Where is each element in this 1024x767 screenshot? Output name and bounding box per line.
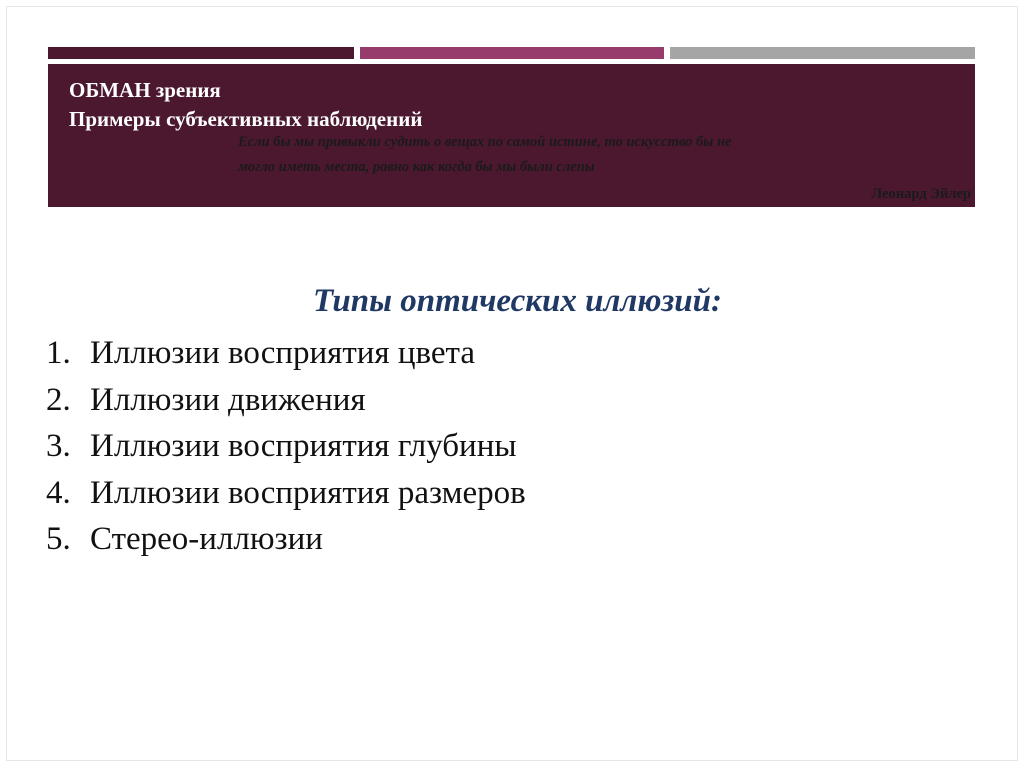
list-item-number: 4.: [46, 474, 71, 511]
epigraph-line: могло иметь места, равно как когда бы мы были слепы: [238, 159, 595, 175]
list-item: [46, 377, 526, 424]
list-item-number: 2.: [46, 381, 71, 418]
list-item: [46, 423, 526, 470]
epigraph-author: Леонард Эйлер: [871, 186, 971, 202]
illusion-types-list: [46, 330, 526, 563]
list-item-number: 3.: [46, 428, 71, 464]
slide-title: ОБМАН зрения: [69, 78, 221, 102]
list-item-number: 1.: [46, 335, 71, 371]
epigraph-quote: [238, 130, 973, 180]
epigraph-line: Если бы мы привыкли судить о вещах по самой истине, то искусство бы не: [238, 134, 732, 150]
list-item-text: Иллюзии восприятия размеров: [90, 474, 526, 511]
slide-subtitle: Примеры субъективных наблюдений: [69, 107, 423, 131]
list-item: [46, 516, 526, 563]
list-heading: Типы оптических иллюзий:: [313, 283, 722, 319]
list-item: [46, 470, 526, 517]
list-item-text: Иллюзии восприятия глубины: [90, 428, 517, 464]
accent-bar-dark: [48, 47, 354, 59]
accent-bar-gray: [670, 47, 975, 59]
accent-bar-magenta: [360, 47, 664, 59]
list-item-number: 5.: [46, 521, 71, 557]
list-item-text: Иллюзии восприятия цвета: [90, 335, 476, 371]
list-item-text: Иллюзии движения: [90, 381, 366, 418]
list-item-text: Стерео-иллюзии: [90, 521, 323, 557]
header-band: [48, 64, 975, 207]
list-item: [46, 330, 526, 377]
